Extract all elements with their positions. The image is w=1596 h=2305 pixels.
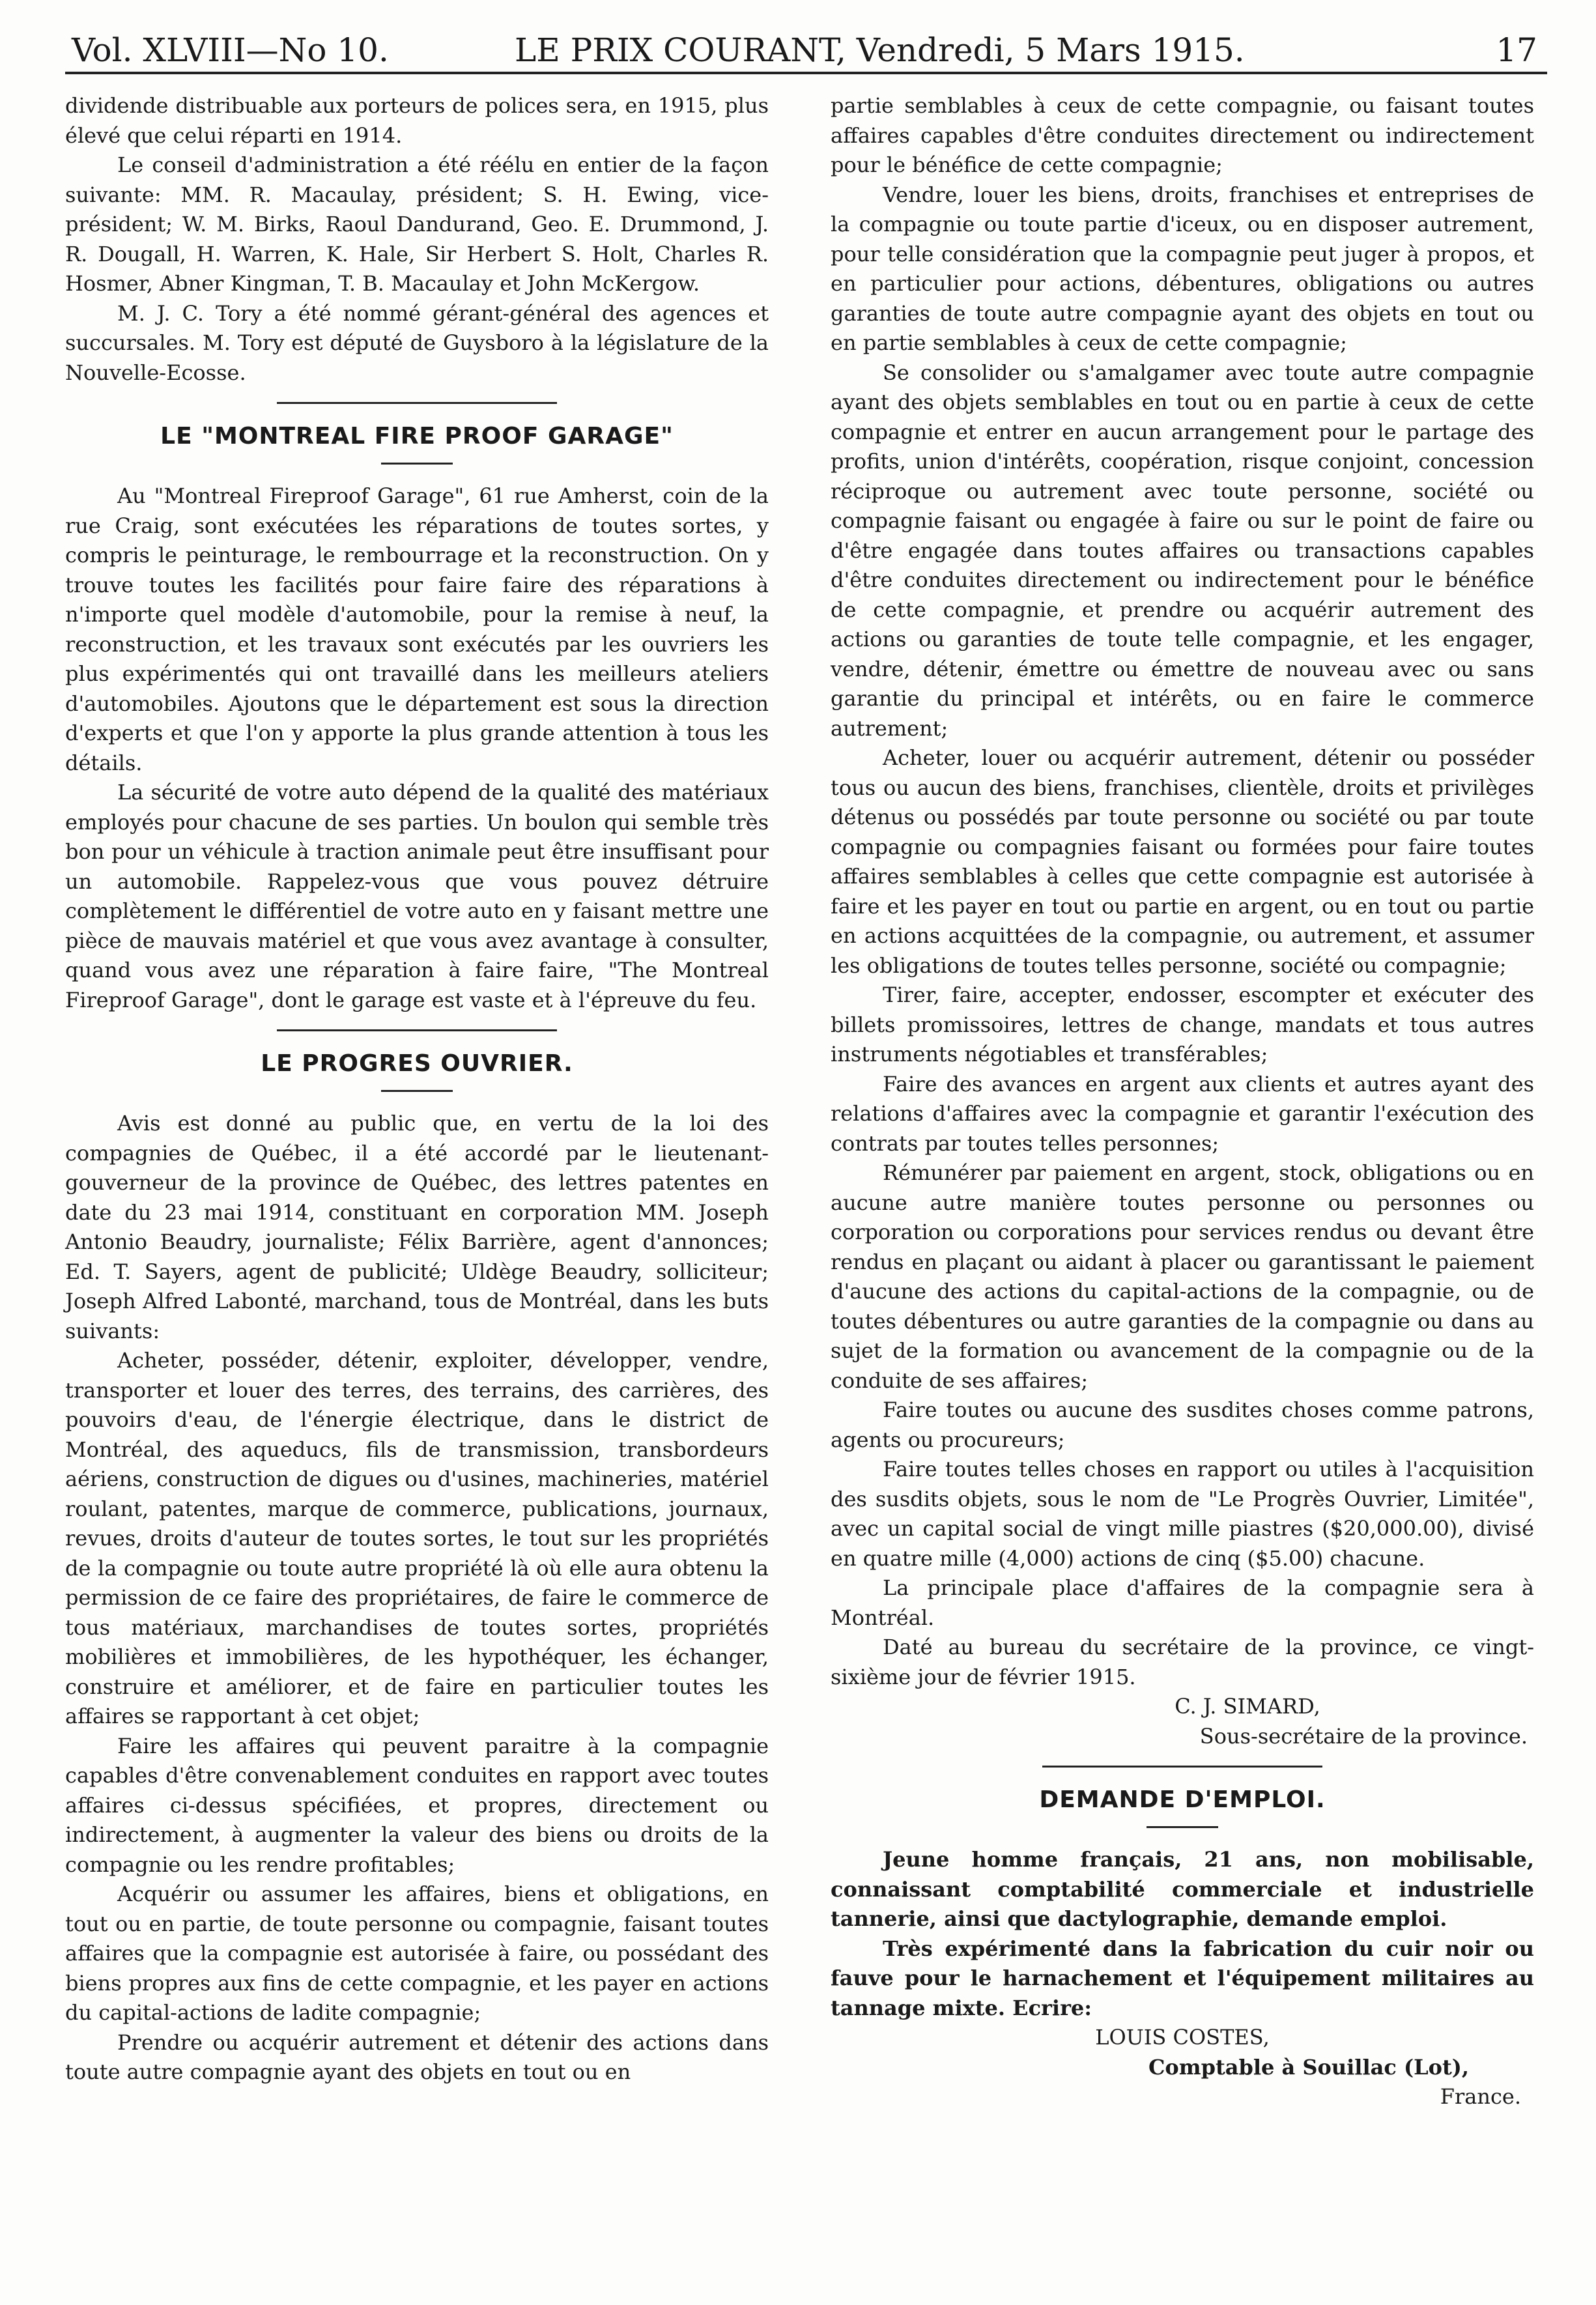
progres-cont-paragraph-10: La principale place d'affaires de la compagnie sera à Montréal. — [831, 1575, 1534, 1630]
signature-title: Sous-secrétaire de la province. — [1199, 1723, 1528, 1749]
heading-underline — [1147, 1826, 1218, 1828]
intro-paragraph-3: M. J. C. Tory a été nommé gérant-général des agences et succursales. M. Tory est député de Guysboro à la législature de la Nouvelle-Ecosse. — [65, 300, 769, 385]
progres-cont-paragraph-8: Faire toutes ou aucune des susdites choses comme patrons, agents ou procureurs; — [831, 1397, 1534, 1452]
intro-paragraph-1: dividende distribuable aux porteurs de polices sera, en 1915, plus élevé que celui réparti en 1914. — [65, 93, 769, 148]
garage-paragraph-2: La sécurité de votre auto dépend de la qualité des matériaux employés pour chacune de ses parties. Un boulon qui semble très bon pour un véhicule à traction animale peut être insuffisant pour un automobile. Rappelez-vous que vous pouvez détruire complètement le différentiel de votre auto en y faisant mettre une pièce de mauvais matériel et que vous avez avantage à consulter, quand vous avez une réparation à faire faire, "The Montreal Fireproof Garage", dont le garage est vaste et à l'épreuve du feu. — [65, 780, 769, 1012]
heading-underline — [381, 1090, 453, 1092]
emploi-contact-country: France. — [1440, 2084, 1521, 2109]
intro-paragraph-2: Le conseil d'administration a été réélu en entier de la façon suivante: MM. R. Macaulay, président; S. H. Ewing, vice-président; W. M. Birks, Raoul Dandurand, Geo. E. Drummond, J. R. Dougall, H. Warren, K. Hale, Sir Herbert S. Holt, Charles R. Hosmer, Abner Kingman, T. B. Macaulay et John McKergow. — [65, 152, 769, 296]
progres-cont-paragraph-1: partie semblables à ceux de cette compagnie, ou faisant toutes affaires capables d'être conduites directement ou indirectement pour le bénéfice de cette compagnie; — [831, 93, 1534, 177]
emploi-contact-name: LOUIS COSTES, — [1095, 2025, 1270, 2050]
emploi-paragraph-1: Jeune homme français, 21 ans, non mobilisable, connaissant comptabilité commerciale et industrielle tannerie, ainsi que dactylographie, demande emploi. — [831, 1847, 1534, 1931]
page-header — [65, 20, 1547, 74]
garage-heading: LE "MONTREAL FIRE PROOF GARAGE" — [160, 423, 674, 450]
progres-cont-paragraph-3: Se consolider ou s'amalgamer avec toute autre compagnie ayant des objets semblables en tout ou en partie à ceux de cette compagnie et entrer en aucun arrangement pour le partage des profits, union d'intérêts, coopération, risque conjoint, concession réciproque ou autrement avec toute personne, société ou compagnie faisant ou engagée à faire ou sur le point de faire ou d'être engagée dans toutes affaires ou transactions capables d'être conduites directement ou indirectement pour le bénéfice de cette compagnie, et prendre ou acquérir autrement des actions ou garanties de toute telle compagnie, et les engager, vendre, détenir, émettre ou émettre de nouveau avec ou sans garantie du principal et intérêts, ou en faire le commerce autrement; — [831, 360, 1534, 741]
progres-cont-paragraph-2: Vendre, louer les biens, droits, franchises et entreprises de la compagnie ou toute partie d'iceux, ou en disposer autrement, pour telle considération que la compagnie peut juger à propos, et en particulier pour actions, débentures, obligations ou autres garanties de toute autre compagnie ayant des objets en tout ou en partie semblables à ceux de cette compagnie; — [831, 182, 1534, 355]
garage-paragraph-1: Au "Montreal Fireproof Garage", 61 rue Amherst, coin de la rue Craig, sont exécutées les réparations de toutes sortes, y compris le peinturage, le rembourrage et la reconstruction. On y trouve toutes les facilités pour faire faire des réparations à n'importe quel modèle d'automobile, pour la remise à neuf, la reconstruction, et les travaux sont exécutés par les ouvriers les plus expérimentés qui ont travaillé dans les meilleurs ateliers d'automobiles. Ajoutons que le département est sous la direction d'experts et que l'on y apporte la plus grande attention à tous les détails. — [65, 483, 769, 775]
publication-title-date: LE PRIX COURANT, Vendredi, 5 Mars 1915. — [515, 31, 1245, 69]
left-column — [65, 91, 769, 2087]
emploi-paragraph-2: Très expérimenté dans la fabrication du cuir noir ou fauve pour le harnachement et l'équipement militaires au tannage mixte. Ecrire: — [831, 1936, 1534, 2020]
progres-cont-paragraph-9: Faire toutes telles choses en rapport ou utiles à l'acquisition des susdits objets, sous le nom de "Le Progrès Ouvrier, Limitée", avec un capital social de vingt mille piastres ($20,000.00), divisé en quatre mille (4,000) actions de cinq ($5.00) chacune. — [831, 1457, 1534, 1571]
section-divider — [277, 402, 557, 404]
signature-name: C. J. SIMARD, — [1175, 1694, 1320, 1719]
progres-paragraph-2: Acheter, posséder, détenir, exploiter, développer, vendre, transporter et louer des terres, des terrains, des carrières, des pouvoirs d'eau, de l'énergie électrique, dans le district de Montréal, des aqueducs, fils de transmission, transbordeurs aériens, construction de digues ou d'usines, machineries, matériel roulant, patentes, marque de commerce, publications, journaux, revues, droits d'auteur de toutes sortes, le tout sur les propriétés de la compagnie ou toute autre propriété là où elle aura obtenu la permission de ce faire des propriétaires, de faire le commerce de tous matériaux, marchandises de toutes sortes, propriétés mobilières et immobilières, de les hypothéquer, les échanger, construire et améliorer, et de faire en particulier toutes les affaires se rapportant à cet objet; — [65, 1348, 769, 1728]
progres-cont-paragraph-7: Rémunérer par paiement en argent, stock, obligations ou en aucune autre manière toutes personne ou personnes ou corporation ou corporations pour services rendus ou devant être rendus en plaçant ou aidant à placer ou garantissant le paiement d'aucune des actions du capital-actions de la compagnie, ou de toutes débentures ou autre garanties de la compagnie ou dans au sujet de la formation ou avancement de la compagnie ou de la conduite de ses affaires; — [831, 1160, 1534, 1393]
progres-heading: LE PROGRES OUVRIER. — [261, 1050, 573, 1077]
emploi-heading: DEMANDE D'EMPLOI. — [1039, 1786, 1326, 1813]
progres-cont-paragraph-5: Tirer, faire, accepter, endosser, escompter et exécuter des billets promissoires, lettres de change, mandats et tous autres instruments négotiables et transférables; — [831, 982, 1534, 1067]
progres-paragraph-1: Avis est donné au public que, en vertu de la loi des compagnies de Québec, il a été accordé par le lieutenant-gouverneur de la province de Québec, des lettres patentes en date du 23 mai 1914, constituant en corporation MM. Joseph Antonio Beaudry, journaliste; Félix Barrière, agent d'annonces; Ed. T. Sayers, agent de publicité; Uldège Beaudry, solliciteur; Joseph Alfred Labonté, marchand, tous de Montréal, dans les buts suivants: — [65, 1111, 769, 1343]
progres-cont-paragraph-6: Faire des avances en argent aux clients et autres ayant des relations d'affaires avec la compagnie et garantir l'exécution des contrats par toutes telles personnes; — [831, 1071, 1534, 1156]
progres-paragraph-3: Faire les affaires qui peuvent paraitre à la compagnie capables d'être convenablement conduites en rapport avec toutes affaires ci-dessus spécifiées, et propres, directement ou indirectement, à augmenter la valeur des biens ou droits de la compagnie ou les rendre profitables; — [65, 1733, 769, 1877]
right-column — [831, 91, 1534, 2112]
volume-number: Vol. XLVIII—No 10. — [72, 31, 389, 69]
progres-paragraph-5: Prendre ou acquérir autrement et détenir des actions dans toute autre compagnie ayant des objets en tout ou en — [65, 2029, 769, 2084]
progres-paragraph-4: Acquérir ou assumer les affaires, biens et obligations, en tout ou en partie, de toute personne ou compagnie, faisant toutes affaires que la compagnie est autorisée à faire, ou possédant des biens propres aux fins de cette compagnie, et les payer en actions du capital-actions de ladite compagnie; — [65, 1882, 769, 2025]
section-divider — [277, 1029, 557, 1031]
progres-cont-paragraph-11: Daté au bureau du secrétaire de la province, ce vingt-sixième jour de février 1915. — [831, 1635, 1534, 1689]
heading-underline — [381, 463, 453, 465]
page-number: 17 — [1496, 31, 1537, 69]
emploi-contact-address: Comptable à Souillac (Lot), — [1148, 2054, 1469, 2080]
progres-cont-paragraph-4: Acheter, louer ou acquérir autrement, détenir ou posséder tous ou aucun des biens, franchises, clientèle, droits et privilèges détenus ou possédés par toute personne ou société ou par toute compagnie ou compagnies faisant ou formées pour faire toutes affaires semblables à celles que cette compagnie est autorisée à faire et les payer en tout ou partie en argent, ou en tout ou partie en actions acquittées de la compagnie, ou autrement, et assumer les obligations de toutes telles personne, société ou compagnie; — [831, 745, 1534, 978]
section-divider — [1042, 1766, 1322, 1768]
